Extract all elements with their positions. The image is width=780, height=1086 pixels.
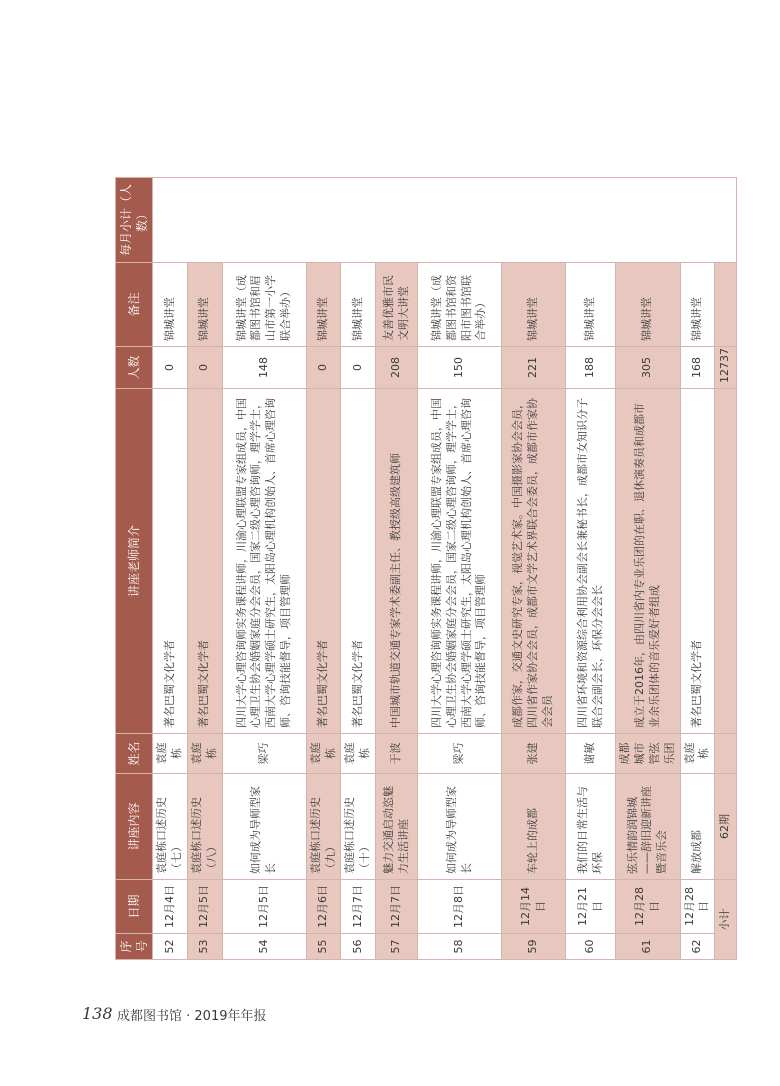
- cell-bio: 著名巴蜀文化学者: [341, 389, 376, 734]
- cell-date: 12月4日: [153, 880, 188, 934]
- cell-name: 成都城市管弦乐团: [616, 734, 680, 774]
- cell-date: 12月7日: [341, 880, 376, 934]
- cell-date: 12月7日: [376, 880, 418, 934]
- cell-title: 袁庭栋口述历史（七）: [153, 774, 188, 880]
- cell-no: 57: [376, 934, 418, 960]
- table-row: [341, 178, 376, 960]
- cell-bio: 著名巴蜀文化学者: [306, 389, 341, 734]
- cell-note: 锦城讲堂: [566, 263, 616, 347]
- cell-name: 袁庭栋: [306, 734, 341, 774]
- subtotal-empty-note: [715, 263, 737, 347]
- subtotal-row: [715, 178, 737, 960]
- cell-title: 如何成为导师型家长: [418, 774, 502, 880]
- cell-no: 59: [502, 934, 566, 960]
- cell-no: 52: [153, 934, 188, 960]
- cell-name: 袁庭栋: [680, 734, 715, 774]
- cell-count: 0: [188, 347, 223, 389]
- header-name: 姓名: [116, 734, 153, 774]
- cell-no: 53: [188, 934, 223, 960]
- cell-name: 袁庭栋: [153, 734, 188, 774]
- cell-title: 车轮上的成都: [502, 774, 566, 880]
- header-date: 日期: [116, 880, 153, 934]
- cell-count: 0: [341, 347, 376, 389]
- cell-name: 梁巧: [222, 734, 306, 774]
- cell-bio: 成立于2016年，由四川省内专业乐团的在职、退休演奏员和成都市业余乐团体的音乐爱好者组成: [616, 389, 680, 734]
- cell-bio: 四川大学心理咨询师实务课程讲师，川渝心理联盟专家组成员，中国心理卫生协会婚姻家庭分会会员，国家二级心理咨询师，理学学士，西南大学心理学硕士研究生，太阳岛心理机构创始人、首席心理咨询师、咨询技能督导，项目管理师: [222, 389, 306, 734]
- cell-name: 梁巧: [418, 734, 502, 774]
- cell-title: 袁庭栋口述历史（九）: [306, 774, 341, 880]
- rotated-table-area: [115, 178, 732, 960]
- cell-title: 弦乐情韵润锦城——辞旧迎新讲座暨音乐会: [616, 774, 680, 880]
- subtotal-empty-name: [715, 734, 737, 774]
- cell-name: 张建: [502, 734, 566, 774]
- subtotal-label: 小计: [715, 880, 737, 960]
- cell-title: 解放成都: [680, 774, 715, 880]
- cell-note: 锦城讲堂: [153, 263, 188, 347]
- table-row: [376, 178, 418, 960]
- cell-count: 168: [680, 347, 715, 389]
- cell-no: 55: [306, 934, 341, 960]
- page-number: 138: [82, 1004, 113, 1023]
- cell-name: 于波: [376, 734, 418, 774]
- cell-count: 148: [222, 347, 306, 389]
- header-title: 讲座内容: [116, 774, 153, 880]
- header-no: 序号: [116, 934, 153, 960]
- header-note: 备注: [116, 263, 153, 347]
- cell-count: 305: [616, 347, 680, 389]
- table-row: [306, 178, 341, 960]
- cell-bio: 成都作家，交通文史研究专家，视觉艺术家。中国摄影家协会会员，四川省作家协会会员，成都市文学艺术界联合会委员，成都市作家协会会员: [502, 389, 566, 734]
- table-rotation-frame: [115, 178, 732, 960]
- cell-count: 0: [306, 347, 341, 389]
- cell-title: 袁庭栋口述历史（八）: [188, 774, 223, 880]
- cell-no: 62: [680, 934, 715, 960]
- cell-title: 如何成为导师型家长: [222, 774, 306, 880]
- cell-title: 袁庭栋口述历史（十）: [341, 774, 376, 880]
- table-row: [616, 178, 680, 960]
- cell-bio: 著名巴蜀文化学者: [188, 389, 223, 734]
- cell-bio: 中国城市轨道交通专家学术委副主任、教授级高级建筑师: [376, 389, 418, 734]
- cell-date: 12月28日: [680, 880, 715, 934]
- cell-title: 魅力交通启动恣魅力生活讲座: [376, 774, 418, 880]
- cell-no: 60: [566, 934, 616, 960]
- cell-bio: 著名巴蜀文化学者: [680, 389, 715, 734]
- cell-note: 友善优雅市民文明大讲堂: [376, 263, 418, 347]
- table-row: [153, 178, 188, 960]
- cell-bio: 四川大学心理咨询师实务课程讲师，川渝心理联盟专家组成员，中国心理卫生协会婚姻家庭分会会员，国家二级心理咨询师，理学学士，西南大学心理学硕士研究生，太阳岛心理机构创始人、首席心理咨询师、咨询技能督导，项目管理师: [418, 389, 502, 734]
- cell-no: 54: [222, 934, 306, 960]
- subtotal-sessions: 62期: [715, 774, 737, 880]
- header-bio: 讲座老师简介: [116, 389, 153, 734]
- cell-note: 锦城讲堂（成都图书馆和资阳市图书馆联合举办）: [418, 263, 502, 347]
- cell-date: 12月8日: [418, 880, 502, 934]
- cell-name: 袁庭栋: [341, 734, 376, 774]
- cell-date: 12月14日: [502, 880, 566, 934]
- cell-date: 12月5日: [188, 880, 223, 934]
- subtotal-count: 12737: [715, 347, 737, 389]
- table-row: [418, 178, 502, 960]
- lecture-table: [115, 177, 737, 960]
- cell-date: 12月28日: [616, 880, 680, 934]
- table-row: [188, 178, 223, 960]
- cell-note: 锦城讲堂: [616, 263, 680, 347]
- table-row: [502, 178, 566, 960]
- cell-count: 150: [418, 347, 502, 389]
- header-count: 人数: [116, 347, 153, 389]
- table-row: [680, 178, 715, 960]
- cell-count: 188: [566, 347, 616, 389]
- cell-bio: 著名巴蜀文化学者: [153, 389, 188, 734]
- monthly-subtotal-cell: [153, 178, 737, 263]
- cell-note: 锦城讲堂（成都图书馆和眉山市第一小学联合举办）: [222, 263, 306, 347]
- cell-note: 锦城讲堂: [306, 263, 341, 347]
- cell-bio: 四川省环境和资源综合利用协会副会长兼秘书长，成都市女知识分子联合会副会长，环保分会会长: [566, 389, 616, 734]
- cell-name: 袁庭栋: [188, 734, 223, 774]
- cell-note: 锦城讲堂: [680, 263, 715, 347]
- cell-count: 0: [153, 347, 188, 389]
- cell-name: 谢敏: [566, 734, 616, 774]
- table-row: [566, 178, 616, 960]
- subtotal-empty-bio: [715, 389, 737, 734]
- cell-date: 12月21日: [566, 880, 616, 934]
- cell-no: 58: [418, 934, 502, 960]
- table-row: [222, 178, 306, 960]
- report-title: 成都图书馆 · 2019年年报: [117, 1009, 267, 1024]
- cell-count: 208: [376, 347, 418, 389]
- cell-note: 锦城讲堂: [502, 263, 566, 347]
- cell-note: 锦城讲堂: [188, 263, 223, 347]
- cell-no: 61: [616, 934, 680, 960]
- cell-count: 221: [502, 347, 566, 389]
- cell-note: 锦城讲堂: [341, 263, 376, 347]
- cell-no: 56: [341, 934, 376, 960]
- header-monthly: 每月小计（人数）: [116, 178, 153, 263]
- cell-date: 12月6日: [306, 880, 341, 934]
- cell-date: 12月5日: [222, 880, 306, 934]
- cell-title: 我们的日常生活与环保: [566, 774, 616, 880]
